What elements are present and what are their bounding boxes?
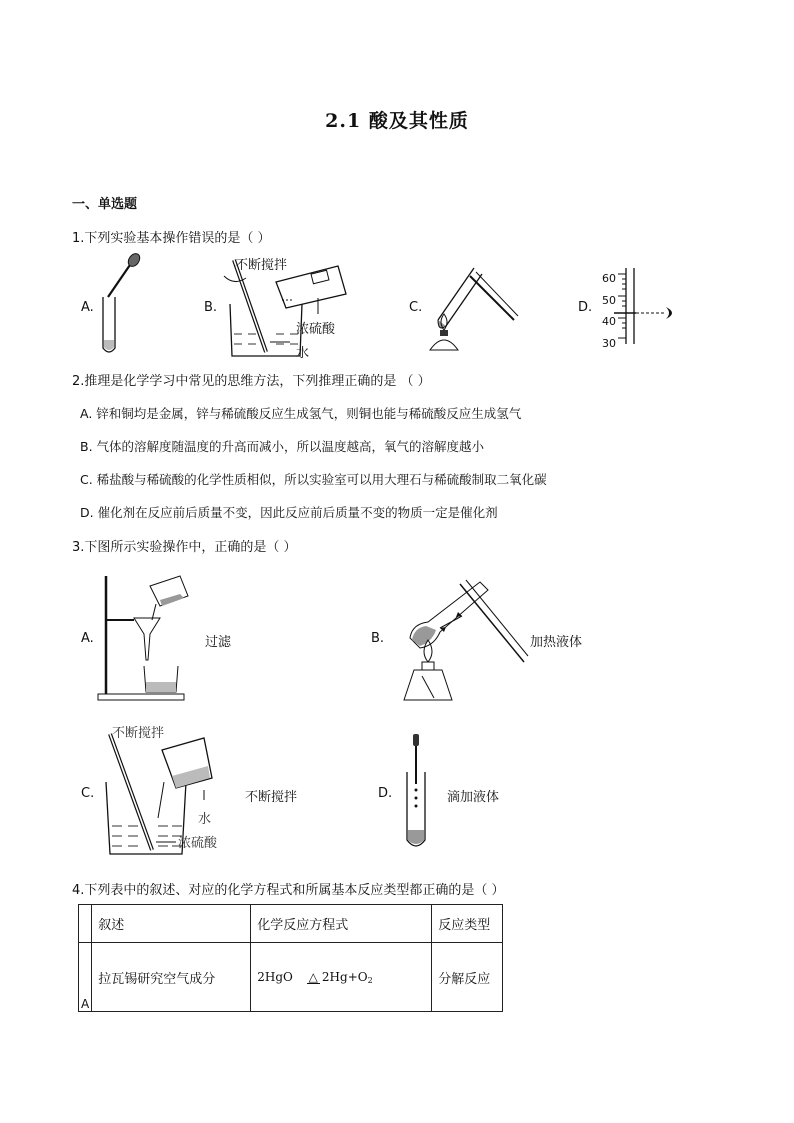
q3-option-a-figure <box>96 570 200 704</box>
liquid <box>104 340 114 350</box>
dropper-tube <box>108 262 132 297</box>
tick-60: 60 <box>602 272 616 285</box>
q1-option-d-label: D. <box>578 300 593 315</box>
q3-option-c-label: C. <box>81 786 95 801</box>
q4-table <box>78 904 503 1012</box>
stand-base <box>98 694 184 700</box>
question-3-stem: 3.下图所示实验操作中，正确的是（ ） <box>72 540 297 555</box>
page-title: 2.1 酸及其性质 <box>325 110 469 132</box>
q1-d-tick-labels <box>602 268 616 354</box>
q3-option-b-figure <box>400 576 530 706</box>
tube-holder <box>460 584 524 662</box>
q1-option-c-label: C. <box>409 300 423 315</box>
row-desc: 拉瓦锡研究空气成分 <box>92 943 251 1012</box>
equation-products: 2Hg+O <box>321 969 368 984</box>
q1-option-c-figure <box>424 260 524 360</box>
table-row <box>79 943 503 1012</box>
q2-option-d: D. 催化剂在反应前后质量不变，因此反应前后质量不变的物质一定是催化剂 <box>80 505 498 520</box>
q3-option-b-label: B. <box>371 631 385 646</box>
q1-b-water-label: 水 <box>296 346 310 361</box>
table-header-type: 反应类型 <box>432 905 503 943</box>
q1-option-a-figure <box>96 252 156 360</box>
table-header-equation: 化学反应方程式 <box>251 905 432 943</box>
q2-option-a: A. 锌和铜均是金属，锌与稀硫酸反应生成氢气，则铜也能与稀硫酸反应生成氢气 <box>80 406 522 421</box>
liquid <box>408 830 424 844</box>
q3-option-d-caption: 滴加液体 <box>447 790 500 805</box>
equation-reactant: 2HgO <box>257 969 293 984</box>
q3-option-d-label: D. <box>378 786 393 801</box>
alcohol-lamp <box>404 670 452 700</box>
dropper-bulb <box>413 734 419 746</box>
q3-c-water-label: 水 <box>198 812 212 827</box>
row-label: A <box>79 943 92 1012</box>
table-header-row <box>79 905 503 943</box>
heat-condition-icon: △ <box>308 969 318 984</box>
question-1-stem: 1.下列实验基本操作错误的是（ ） <box>72 231 271 246</box>
beaker <box>106 782 186 854</box>
tube-holder <box>470 276 514 320</box>
question-2-stem: 2.推理是化学学习中常见的思维方法，下列推理正确的是 （ ） <box>72 374 431 389</box>
table-cell-corner <box>79 905 92 943</box>
filtrate <box>146 682 176 692</box>
equation-subscript: 2 <box>367 975 373 985</box>
q3-option-a-label: A. <box>81 631 94 646</box>
q1-b-acid-label: 浓硫酸 <box>296 322 336 337</box>
q3-option-c-caption: 不断搅拌 <box>245 790 298 805</box>
eye-icon <box>666 307 672 319</box>
q3-option-a-caption: 过滤 <box>205 635 232 650</box>
section-heading: 一、单选题 <box>72 197 138 212</box>
q1-option-b-label: B. <box>204 300 218 315</box>
scale-ticks <box>618 274 626 338</box>
q3-c-acid-label: 浓硫酸 <box>178 836 218 851</box>
q3-option-b-caption: 加热液体 <box>530 635 583 650</box>
q3-option-d-figure <box>402 732 432 854</box>
tick-30: 30 <box>602 336 616 350</box>
question-4-stem: 4.下列表中的叙述、对应的化学方程式和所属基本反应类型都正确的是（ ） <box>72 883 505 898</box>
alcohol-lamp <box>430 340 458 350</box>
table-header-desc: 叙述 <box>92 905 251 943</box>
q2-option-c: C. 稀盐酸与稀硫酸的化学性质相似，所以实验室可以用大理石与稀硫酸制取二氧化碳 <box>80 472 547 487</box>
q1-option-a-label: A. <box>81 300 94 315</box>
q1-b-stir-label: 不断搅拌 <box>235 258 288 273</box>
funnel <box>134 618 160 660</box>
row-type: 分解反应 <box>432 943 503 1012</box>
tick-40: 40 <box>602 315 616 328</box>
row-equation <box>251 943 432 1012</box>
q2-option-b: B. 气体的溶解度随温度的升高而减小，所以温度越高，氧气的溶解度越小 <box>80 439 485 454</box>
q3-c-stir-label: 不断搅拌 <box>112 726 165 741</box>
tick-50: 50 <box>602 293 616 307</box>
